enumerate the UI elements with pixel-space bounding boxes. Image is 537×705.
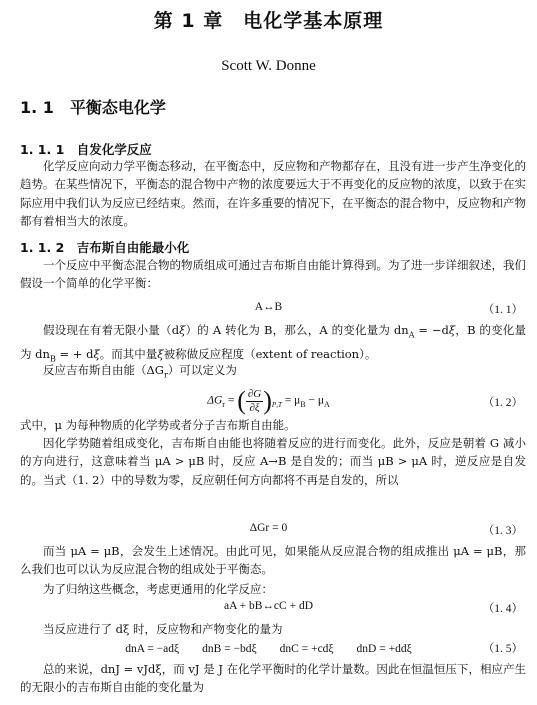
paragraph-generalize: 为了归纳这些概念，考虑更通用的化学反应： xyxy=(43,582,273,596)
text: 反应吉布斯自由能（ΔG xyxy=(43,363,164,377)
denominator: ∂ξ xyxy=(249,401,260,414)
text: 。而其中量 xyxy=(99,346,158,361)
partial-derivative xyxy=(246,388,263,415)
equation-1-5-number: （1. 5） xyxy=(482,643,523,655)
equation-1-3-number: （1. 3） xyxy=(482,525,523,537)
equation-1-4-number: （1. 4） xyxy=(482,603,523,615)
xi: ξ xyxy=(93,346,100,361)
paren-close: ) xyxy=(263,386,272,415)
paragraph-summary: 总的来说，dnJ = vJdξ，而 vJ 是 J 在化学平衡时的化学计量数。因此在恒温恒压下，相应产生的无限小的吉布斯自由能的变化量为 xyxy=(20,662,526,695)
equation-1-2 xyxy=(0,382,537,418)
section-heading-1-1: 1. 1 平衡态电化学 xyxy=(20,98,166,117)
paren-open: ( xyxy=(237,386,246,415)
author: Scott W. Donne xyxy=(221,58,316,74)
text: ，B 的变化量为 dn xyxy=(20,323,526,361)
text: = −d xyxy=(414,323,449,337)
subscript: A xyxy=(408,330,415,340)
paragraph-gibbs-intro: 一个反应中平衡态混合物的物质组成可通过吉布斯自由能计算得到。为了进一步详细叙述，我们假设一个简单的化学平衡： xyxy=(20,258,526,291)
paragraph-spontaneous-reaction: 化学反应向动力学平衡态移动，在平衡态中，反应物和产物都存在，且没有进一步产生净变化的趋势。在某些情况下，平衡态的混合物中产物的浓度要远大于不再变化的反应物的浓度，以致于在实际应用中我们认为反应已经结束。然而，在许多重要的情况下，在平衡态的混合物中，反应物和产物都有着相当大的浓度。 xyxy=(20,159,526,229)
equation-1-1-body: A↔B xyxy=(254,301,283,313)
text: 被称做反应程度（extent of reaction）。 xyxy=(163,346,377,361)
equation-1-2-number: （1. 2） xyxy=(482,397,523,409)
equation-1-2-body: $\Delta G_r$ = ( $\frac{\partial G}{\partial\xi}$ )$_{P,T} = \mu_B - \mu_A$ xyxy=(207,386,330,415)
equation-1-3-body: ΔGr = 0 xyxy=(249,522,288,534)
equation-1-4-body: aA + bB↔cC + dD xyxy=(224,600,313,612)
paragraph-equilibrium: 而当 μA = μB，会发生上述情况。由此可见，如果能从反应混合物的组成推出 μA = μB，那么我们也可以认为反应混合物的组成处于平衡态。 xyxy=(20,544,526,577)
subscript-pt: P,T xyxy=(271,400,282,409)
text: = μ xyxy=(281,394,301,407)
delta-g: ΔG xyxy=(207,394,223,407)
xi: ξ xyxy=(179,323,186,337)
subscript-r: r xyxy=(222,399,225,409)
subscript: r xyxy=(164,370,168,380)
numerator: ∂G xyxy=(247,387,262,400)
section-heading-1-1-1: 1. 1. 1 自发化学反应 xyxy=(20,142,152,157)
paragraph-spontaneity: 因化学势随着组成变化，吉布斯自由能也将随着反应的进行而变化。此外，反应是朝着 G 减小的方向进行，这意味着当 μA > μB 时，反应 A→B 是自发的；而当 μB > μA 时，逆反应是自发的。当式（1. 2）中的导数为零，反应朝任何方向都将不再是自发的，所以 xyxy=(20,436,526,487)
equation-1-5-body: dnA = −adξ dnB = −bdξ dnC = +cdξ dnD = +ddξ xyxy=(125,643,412,655)
paragraph-mu-definition: 式中，μ 为每种物质的化学势或者分子吉布斯自由能。 xyxy=(20,418,296,432)
text: = + d xyxy=(55,346,94,361)
paragraph-amount-change: 当反应进行了 dξ 时，反应物和产物变化的量为 xyxy=(43,622,283,636)
subscript: B xyxy=(49,354,56,363)
xi: ξ xyxy=(157,346,164,361)
equation-1-1-number: （1. 1） xyxy=(482,304,523,316)
xi: ξ xyxy=(448,323,456,337)
text: ）的 A 转化为 B，那么，A 的变化量为 dn xyxy=(185,323,409,337)
text: ）可以定义为 xyxy=(167,363,237,377)
chapter-title: 第 1 章 电化学基本原理 xyxy=(153,10,384,32)
section-heading-1-1-2: 1. 1. 2 吉布斯自由能最小化 xyxy=(20,240,190,255)
text: 假设现在有着无限小量（d xyxy=(43,323,180,337)
